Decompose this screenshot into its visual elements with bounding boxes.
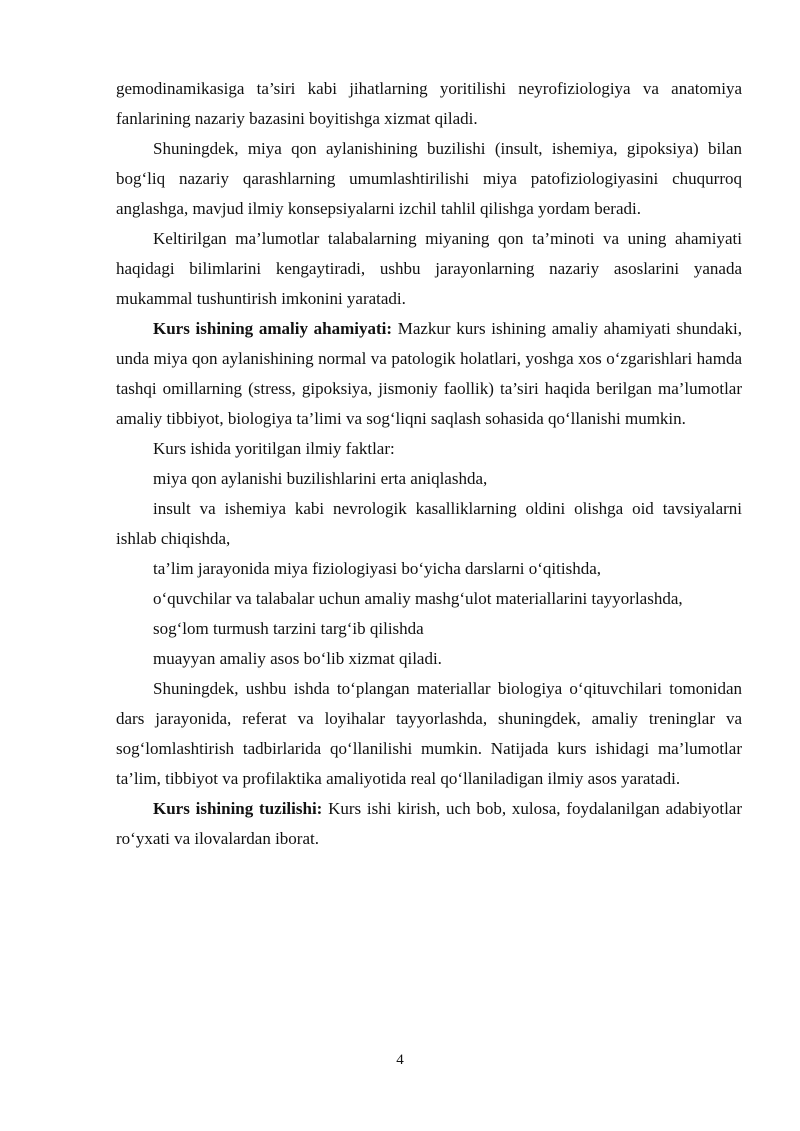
- body-text: [116, 74, 742, 854]
- paragraph-neurophysiology-continuation: [116, 74, 742, 134]
- paragraph-text: muayyan amaliy asos bo‘lib xizmat qiladi.: [153, 649, 442, 668]
- paragraph-text: o‘quvchilar va talabalar uchun amaliy mashg‘ulot materiallarini tayyorlashda,: [153, 589, 683, 608]
- page-number: 4: [396, 1052, 404, 1068]
- paragraph-text: Shuningdek, miya qon aylanishining buzilishi (insult, ishemiya, gipoksiya) bilan bog‘liq nazariy qarashlarning umumlashtirilishi miya patofiziologiyasini chuqurroq anglashga, mavjud ilmiy konsepsiyalarni izchil tahlil qilishga yordam beradi.: [116, 139, 742, 218]
- paragraph-materials-usage: [116, 674, 742, 794]
- list-item-practical-basis: [116, 644, 742, 674]
- paragraph-text: gemodinamikasiga ta’siri kabi jihatlarning yoritilishi neyrofiziologiya va anatomiya fanlarining nazariy bazasini boyitishga xizmat qiladi.: [116, 79, 742, 128]
- paragraph-text: Mazkur kurs ishining amaliy ahamiyati shundaki, unda miya qon aylanishining normal va patologik holatlari, yoshga xos o‘zgarishlari hamda tashqi omillarning (stress, gipoksiya, jismoniy faollik) ta’siri haqida berilgan ma’lumotlar amaliy tibbiyot, biologiya ta’limi va sog‘liqni saqlash sohasida qo‘llanishi mumkin.: [116, 319, 743, 428]
- paragraph-cerebral-circulation-disorders: [116, 134, 742, 224]
- paragraph-practical-significance: [116, 314, 742, 434]
- paragraph-text: Kurs ishida yoritilgan ilmiy faktlar:: [153, 439, 395, 458]
- course-structure-heading: Kurs ishining tuzilishi:: [153, 799, 323, 818]
- paragraph-student-knowledge: [116, 224, 742, 314]
- paragraph-text: insult va ishemiya kabi nevrologik kasalliklarning oldini olishga oid tavsiyalarni ishlab chiqishda,: [116, 499, 742, 548]
- paragraph-text: miya qon aylanishi buzilishlarini erta aniqlashda,: [153, 469, 488, 488]
- list-item-early-detection: [116, 464, 742, 494]
- paragraph-text: sog‘lom turmush tarzini targ‘ib qilishda: [153, 619, 424, 638]
- paragraph-text: Kurs ishi kirish, uch bob, xulosa, foydalanilgan adabiyotlar ro‘yxati va ilovalardan iborat.: [116, 799, 742, 848]
- paragraph-text: Shuningdek, ushbu ishda to‘plangan materiallar biologiya o‘qituvchilari tomonidan dars jarayonida, referat va loyihalar tayyorlashda, shuningdek, amaliy treninglar va sog‘lomlashtirish tadbirlarida qo‘llanilishi mumkin. Natijada kurs ishidagi ma’lumotlar ta’lim, tibbiyot va profilaktika amaliyotida real qo‘llaniladigan ilmiy asos yaratadi.: [116, 679, 742, 788]
- paragraph-scientific-facts-intro: [116, 434, 742, 464]
- list-item-healthy-lifestyle: [116, 614, 742, 644]
- list-item-practical-materials: [116, 584, 742, 614]
- paragraph-text: Keltirilgan ma’lumotlar talabalarning miyaning qon ta’minoti va uning ahamiyati haqidagi bilimlarini kengaytiradi, ushbu jarayonlarning nazariy asoslarini yanada mukammal tushuntirish imkonini yaratadi.: [116, 229, 742, 308]
- list-item-teaching-physiology: [116, 554, 742, 584]
- paragraph-course-structure: [116, 794, 742, 854]
- list-item-prevention-recommendations: [116, 494, 742, 554]
- paragraph-text: ta’lim jarayonida miya fiziologiyasi bo‘yicha darslarni o‘qitishda,: [153, 559, 602, 578]
- practical-significance-heading: Kurs ishining amaliy ahamiyati:: [153, 319, 393, 338]
